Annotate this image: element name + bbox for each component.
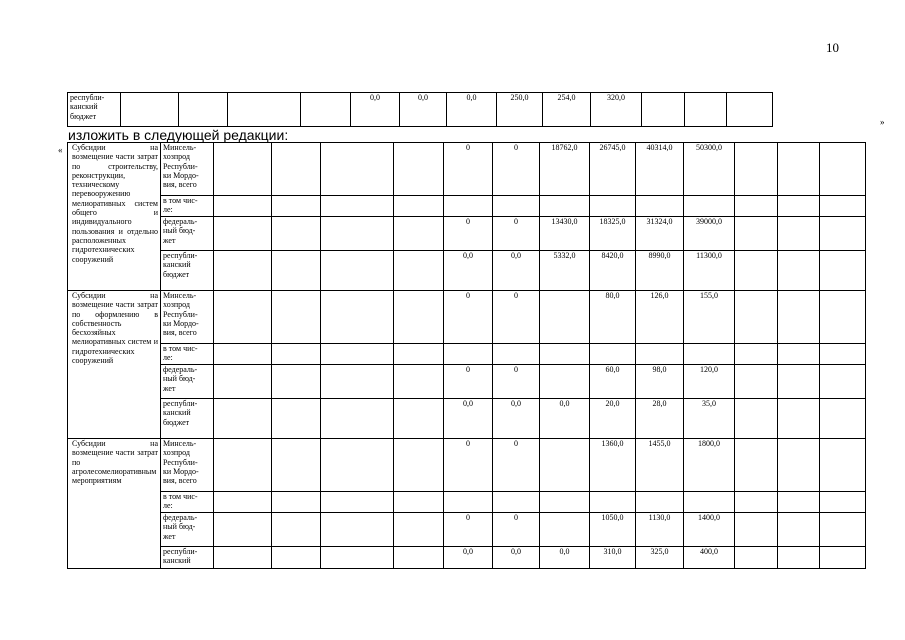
table-cell-empty: [820, 399, 866, 439]
table-cell-value: [540, 492, 590, 513]
table-cell-empty: [179, 93, 228, 127]
table-cell-source: в том чис- ле:: [161, 492, 214, 513]
table-cell-source: республи- канский: [161, 547, 214, 569]
table-cell-empty: [272, 217, 321, 251]
table-cell-source: в том чис- ле:: [161, 344, 214, 365]
table-cell-value: [540, 291, 590, 344]
table-cell-empty: [272, 291, 321, 344]
table-cell-empty: [735, 513, 778, 547]
table-cell-value: 400,0: [684, 547, 735, 569]
table-cell-value: 0: [444, 291, 493, 344]
table-cell-empty: [778, 513, 820, 547]
table-row: [68, 251, 866, 291]
table-cell-value: 0,0: [493, 251, 540, 291]
table-cell-value: 40314,0: [636, 143, 684, 196]
table-cell-value: [493, 344, 540, 365]
table-cell-empty: [321, 399, 394, 439]
table-cell-value: 155,0: [684, 291, 735, 344]
table-cell-empty: [820, 251, 866, 291]
table-cell-empty: [321, 513, 394, 547]
table-cell-value: 11300,0: [684, 251, 735, 291]
table-cell-description: Субсидии на возмещение части затрат по строительству, реконструкции, техническому перевооружению мелиоративных систем общего и индивидуального пользования и отдельно расположенных гидротехнических сооружений: [68, 143, 161, 291]
page-number: 10: [826, 40, 839, 55]
table-cell-value: [444, 196, 493, 217]
table-cell-value: [590, 492, 636, 513]
table-cell-value: 126,0: [636, 291, 684, 344]
table-cell-value: 1050,0: [590, 513, 636, 547]
table-cell-value: 0,0: [400, 93, 447, 127]
table-cell-value: [444, 492, 493, 513]
table-cell-value: 0: [493, 143, 540, 196]
table-cell-value: [590, 344, 636, 365]
table-cell-value: 8420,0: [590, 251, 636, 291]
table-cell-empty: [321, 365, 394, 399]
table-cell-empty: [321, 196, 394, 217]
table-cell-value: 0: [444, 513, 493, 547]
table-cell-value: 1400,0: [684, 513, 735, 547]
section-heading: изложить в следующей редакции:: [68, 127, 289, 143]
table-cell-empty: [214, 365, 272, 399]
table-row: [68, 365, 866, 399]
table-cell-value: 60,0: [590, 365, 636, 399]
table-cell-empty: [272, 196, 321, 217]
table-cell-value: 120,0: [684, 365, 735, 399]
table-cell-empty: [321, 291, 394, 344]
table-cell-empty: [778, 344, 820, 365]
table-cell-empty: [778, 196, 820, 217]
table-cell-source: в том чис- ле:: [161, 196, 214, 217]
table-cell-empty: [778, 547, 820, 569]
table-row: [68, 217, 866, 251]
table-cell-source: республи- канский бюджет: [161, 399, 214, 439]
table-cell-empty: [778, 251, 820, 291]
table-cell-empty: [214, 492, 272, 513]
table-cell-value: 0: [444, 439, 493, 492]
table-cell-value: 35,0: [684, 399, 735, 439]
table-cell-value: 0,0: [493, 399, 540, 439]
table-cell-value: [684, 344, 735, 365]
table-cell-empty: [685, 93, 727, 127]
table-cell-empty: [820, 291, 866, 344]
table-cell-empty: [272, 399, 321, 439]
table-cell-empty: [778, 291, 820, 344]
table-cell-empty: [272, 492, 321, 513]
table-cell-value: 31324,0: [636, 217, 684, 251]
table-cell-empty: [321, 344, 394, 365]
table-cell-value: 50300,0: [684, 143, 735, 196]
table-cell-empty: [214, 196, 272, 217]
table-cell-empty: [394, 439, 444, 492]
table-cell-value: [540, 196, 590, 217]
table-cell-empty: [735, 547, 778, 569]
table-cell-value: 0,0: [493, 547, 540, 569]
table-cell-value: 98,0: [636, 365, 684, 399]
main-table: [67, 142, 866, 569]
table-cell-empty: [394, 291, 444, 344]
table-row: [68, 291, 866, 344]
table-cell-empty: [735, 196, 778, 217]
table-row: [68, 399, 866, 439]
table-cell-empty: [820, 547, 866, 569]
table-cell-empty: [820, 217, 866, 251]
table-cell-value: [540, 344, 590, 365]
table-cell-value: 0: [493, 217, 540, 251]
table-cell-empty: [301, 93, 351, 127]
table-cell-empty: [394, 399, 444, 439]
table-cell-empty: [735, 365, 778, 399]
table-cell-value: [493, 196, 540, 217]
table-cell-description: Субсидии на возмещение части затрат по оформлению в собственность бесхозяйных мелиоративных систем и гидротехнических сооружений: [68, 291, 161, 439]
table-cell-empty: [735, 217, 778, 251]
table-cell-source: Минсель- хозпрод Республи- ки Мордо- вия, всего: [161, 439, 214, 492]
table-cell-empty: [321, 251, 394, 291]
table-cell-empty: [735, 344, 778, 365]
table-cell-source: Минсель- хозпрод Республи- ки Мордо- вия, всего: [161, 143, 214, 196]
table-cell-empty: [394, 492, 444, 513]
table-cell-empty: [735, 291, 778, 344]
table-cell-empty: [272, 365, 321, 399]
table-row: [68, 513, 866, 547]
table-cell-empty: [321, 492, 394, 513]
table-cell-empty: [214, 513, 272, 547]
table-row: [68, 344, 866, 365]
table-row: [68, 93, 773, 127]
table-cell-value: 0,0: [540, 399, 590, 439]
table-cell-empty: [214, 143, 272, 196]
table-cell-value: 18762,0: [540, 143, 590, 196]
table-cell-value: 0,0: [540, 547, 590, 569]
table-cell-empty: [394, 217, 444, 251]
table-cell-value: 320,0: [591, 93, 642, 127]
table-cell-empty: [820, 344, 866, 365]
table-cell-value: [636, 196, 684, 217]
table-cell-empty: [820, 365, 866, 399]
table-cell-empty: [778, 143, 820, 196]
table-cell-empty: [321, 439, 394, 492]
table-cell-empty: [820, 513, 866, 547]
table-cell-empty: [272, 143, 321, 196]
table-cell-empty: [735, 439, 778, 492]
table-cell-value: 1360,0: [590, 439, 636, 492]
table-row: [68, 439, 866, 492]
table-row: [68, 547, 866, 569]
table-cell-value: 0: [444, 143, 493, 196]
table-cell-value: 0,0: [444, 547, 493, 569]
table-cell-value: [636, 492, 684, 513]
table-cell-empty: [820, 143, 866, 196]
table-cell-description: Субсидии на возмещение части затрат по агролесомелиоративным мероприятиям: [68, 439, 161, 569]
table-cell-empty: [735, 399, 778, 439]
table-row: [68, 196, 866, 217]
table-cell-value: [540, 365, 590, 399]
table-cell-empty: [321, 143, 394, 196]
table-cell-value: 310,0: [590, 547, 636, 569]
table-cell-value: 80,0: [590, 291, 636, 344]
table-cell-empty: [394, 344, 444, 365]
table-cell-value: 0: [444, 365, 493, 399]
table-cell-source: федераль- ный бюд- жет: [161, 217, 214, 251]
table-cell-empty: [735, 251, 778, 291]
table-cell-empty: [394, 513, 444, 547]
table-cell-empty: [214, 439, 272, 492]
table-cell-value: 0,0: [444, 399, 493, 439]
closing-quote: »: [880, 117, 885, 127]
table-cell-empty: [214, 291, 272, 344]
table-cell-value: 5332,0: [540, 251, 590, 291]
table-cell-value: [684, 492, 735, 513]
table-cell-empty: [727, 93, 773, 127]
table-cell-empty: [394, 251, 444, 291]
table-cell-empty: [778, 217, 820, 251]
table-cell-value: 0,0: [351, 93, 400, 127]
table-cell-empty: [735, 492, 778, 513]
table-cell-value: 28,0: [636, 399, 684, 439]
table-cell-empty: [735, 143, 778, 196]
table-cell-empty: [272, 513, 321, 547]
table-cell-empty: [394, 547, 444, 569]
table-cell-source: федераль- ный бюд- жет: [161, 365, 214, 399]
table-cell-value: 26745,0: [590, 143, 636, 196]
table-cell-value: [493, 492, 540, 513]
table-cell-value: 250,0: [497, 93, 543, 127]
table-cell-value: [590, 196, 636, 217]
table-cell-empty: [642, 93, 685, 127]
table-cell-value: 1455,0: [636, 439, 684, 492]
table-cell-value: 0: [493, 439, 540, 492]
table-cell-empty: [214, 251, 272, 291]
table-cell-value: [540, 439, 590, 492]
table-cell-empty: [394, 143, 444, 196]
table-cell-empty: [778, 492, 820, 513]
table-cell-value: 0: [493, 291, 540, 344]
table-cell-empty: [214, 344, 272, 365]
table-cell-value: 0,0: [444, 251, 493, 291]
table-cell-value: 325,0: [636, 547, 684, 569]
table-cell-empty: [321, 217, 394, 251]
top-table: [67, 92, 773, 127]
table-cell-value: 0: [493, 365, 540, 399]
table-cell-empty: [394, 196, 444, 217]
table-cell-empty: [228, 93, 301, 127]
table-cell-empty: [214, 399, 272, 439]
table-cell-empty: [272, 547, 321, 569]
table-cell-empty: [121, 93, 179, 127]
table-cell-empty: [778, 365, 820, 399]
table-cell-value: 1130,0: [636, 513, 684, 547]
table-cell-value: 1800,0: [684, 439, 735, 492]
table-cell-value: 13430,0: [540, 217, 590, 251]
table-cell-empty: [272, 344, 321, 365]
table-row: [68, 492, 866, 513]
table-cell-value: 254,0: [543, 93, 591, 127]
table-cell-empty: [272, 251, 321, 291]
table-cell-value: 0,0: [447, 93, 497, 127]
table-cell-empty: [272, 439, 321, 492]
table-cell-value: [636, 344, 684, 365]
table-cell-value: 8990,0: [636, 251, 684, 291]
table-cell-value: [444, 344, 493, 365]
table-cell-source: федераль- ный бюд- жет: [161, 513, 214, 547]
table-cell-value: 0: [444, 217, 493, 251]
table-cell-value: 0: [493, 513, 540, 547]
opening-quote: «: [58, 145, 63, 155]
table-cell-empty: [820, 196, 866, 217]
table-cell-value: [684, 196, 735, 217]
table-row: [68, 143, 866, 196]
table-cell-empty: [214, 217, 272, 251]
table-cell-source: республи- канский бюджет: [68, 93, 121, 127]
table-cell-source: республи- канский бюджет: [161, 251, 214, 291]
table-cell-empty: [820, 439, 866, 492]
table-cell-source: Минсель- хозпрод Республи- ки Мордо- вия, всего: [161, 291, 214, 344]
table-cell-value: [540, 513, 590, 547]
table-cell-empty: [321, 547, 394, 569]
table-cell-empty: [778, 399, 820, 439]
table-cell-empty: [214, 547, 272, 569]
table-cell-empty: [820, 492, 866, 513]
table-cell-empty: [394, 365, 444, 399]
table-cell-value: 18325,0: [590, 217, 636, 251]
table-cell-value: 39000,0: [684, 217, 735, 251]
table-cell-value: 20,0: [590, 399, 636, 439]
table-cell-empty: [778, 439, 820, 492]
